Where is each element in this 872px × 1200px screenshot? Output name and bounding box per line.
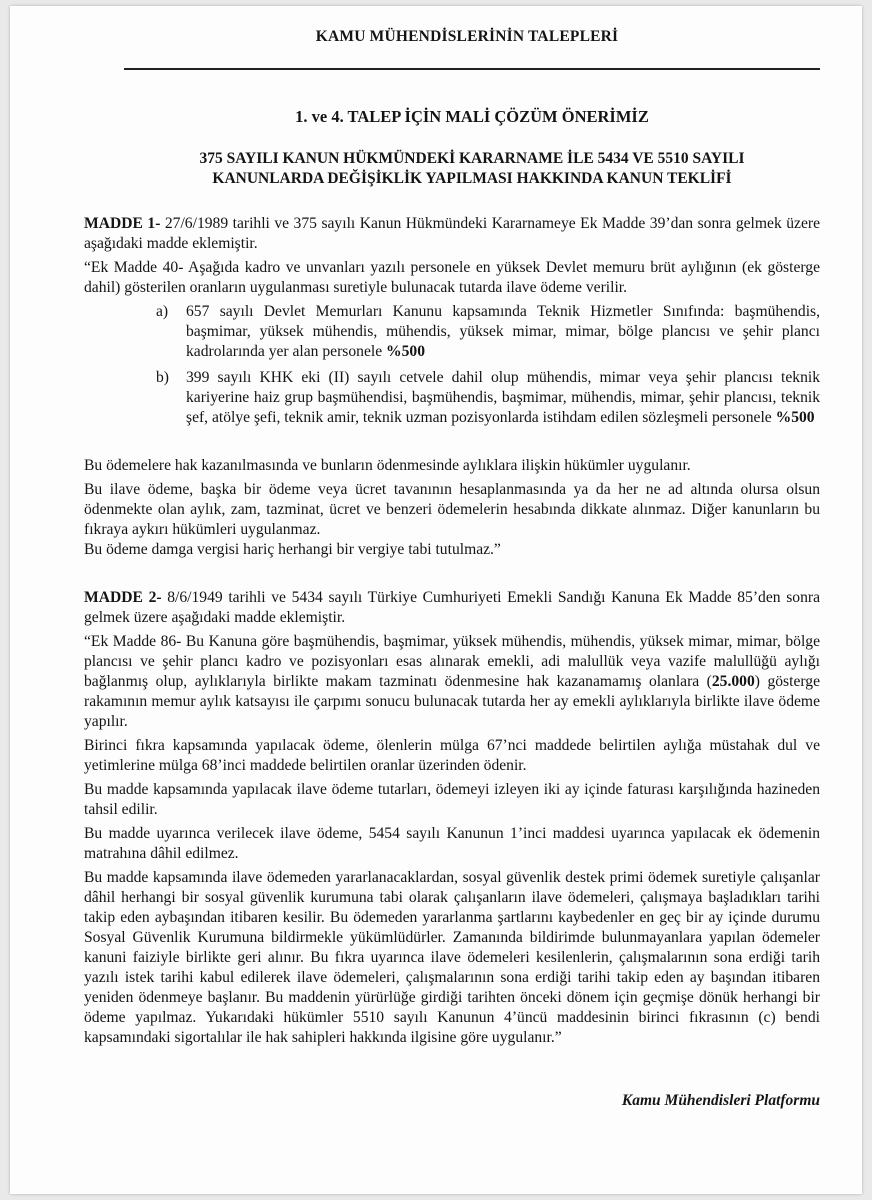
ek-madde-86-indicator: 25.000 xyxy=(711,673,755,690)
madde-2-intro xyxy=(84,588,820,628)
list-item-text xyxy=(186,368,820,428)
header-rule xyxy=(124,68,820,70)
madde-1-paragraph-1: Bu ödemelere hak kazanılmasında ve bunların ödenmesinde aylıklara ilişkin hükümler uygulanır. xyxy=(84,457,691,474)
madde-2-label: MADDE 2- xyxy=(84,589,162,606)
madde-1-paragraph-2: Bu ilave ödeme, başka bir ödeme veya ücret tavanının hesaplanmasında ya da her ne ad altında olursa olsun ödenmekte olan aylık, zam, tazminat, ücret ve benzeri ödemelerin hesabında dikkate alınmaz. Diğer kanunların bu fıkraya aykırı hükümleri uygulanmaz. xyxy=(84,481,820,538)
item-b-rate: %500 xyxy=(775,409,815,426)
section-title: 1. ve 4. TALEP İÇİN MALİ ÇÖZÜM ÖNERİMİZ xyxy=(295,107,649,126)
list-item-label: a) xyxy=(156,303,169,320)
document-page xyxy=(10,6,862,1194)
bill-title-line-1: 375 SAYILI KANUN HÜKMÜNDEKİ KARARNAME İLE 5434 VE 5510 SAYILI xyxy=(199,150,745,167)
list-item-b xyxy=(84,368,820,428)
madde-2-paragraph-3: Bu madde uyarınca verilecek ilave ödeme, 5454 sayılı Kanunun 1’inci maddesi uyarınca yapılacak ek ödemenin matrahına dâhil edilmez. xyxy=(84,825,820,862)
ek-madde-40: “Ek Madde 40- Aşağıda kadro ve unvanları yazılı personele en yüksek Devlet memuru brüt aylığının (ek gösterge dahil) gösterilen oranların uygulanması suretiyle bulunacak tutarda ilave ödeme verilir. xyxy=(84,259,820,296)
document-header: KAMU MÜHENDİSLERİNİN TALEPLERİ xyxy=(315,28,619,45)
bill-title-line-2: KANUNLARDA DEĞİŞİKLİK YAPILMASI HAKKINDA KANUN TEKLİFİ xyxy=(212,170,732,187)
madde-2-paragraph-1: Birinci fıkra kapsamında yapılacak ödeme, ölenlerin mülga 67’nci maddede belirtilen aylığa müstahak dul ve yetimlerine mülga 68’inci maddede belirtilen oranlar üzerinden ödenir. xyxy=(84,737,820,774)
madde-1-intro-text: 27/6/1989 tarihli ve 375 sayılı Kanun Hükmündeki Kararnameye Ek Madde 39’dan sonra gelmek üzere aşağıdaki madde eklemiştir. xyxy=(84,215,820,252)
item-a-rate: %500 xyxy=(386,343,426,360)
madde-2-paragraph-4: Bu madde kapsamında ilave ödemeden yararlanacaklardan, sosyal güvenlik destek primi ödemek suretiyle çalışanlar dâhil herhangi bir sosyal güvenlik kurumuna tabi olarak çalışanların ilave ödemeleri, çalışmaya başladıkları tarihi takip eden aybaşından itibaren kesilir. Bu ödemeden yararlanma şartlarını kaybedenler en geç bir ay içinde durumu Sosyal Güvenlik Kurumuna bildirmekle yükümlüdürler. Zamanında bildirimde bulunmayanlara yapılan ödemeler kanuni faiziyle birlikte geri alınır. Bu fıkra uyarınca ilave ödemeleri kesilenlerin, çalışmalarının sona erdiği tarih yazılı istek tarihi kabul edilerek ilave ödemeleri, çalışmalarının sona erdiği tarihi takip eden ay başından itibaren yeniden ödenmeye başlanır. Bu maddenin yürürlüğe girdiği tarihten önceki dönem için geçmişe dönük herhangi bir ödeme yapılmaz. Yukarıdaki hükümler 5510 sayılı Kanunun 4’üncü maddesinin birinci fıkrasının (c) bendi kapsamındaki sigortalılar ile hak sahipleri hakkında ilgisine göre uygulanır.” xyxy=(84,869,820,1046)
madde-1-intro xyxy=(84,214,820,254)
item-b-text: 399 sayılı KHK eki (II) sayılı cetvele dahil olup mühendis, mimar veya şehir plancısı teknik kariyerine haiz grup başmühendisi, başmühendis, başmimar, mühendis, mimar, şehir plancısı, teknik şef, atölye şefi, teknik amir, teknik uzman pozisyonlarda istihdam edilen sözleşmeli personele xyxy=(186,369,820,426)
bill-title xyxy=(124,149,820,189)
madde-2-intro-text: 8/6/1949 tarihli ve 5434 sayılı Türkiye Cumhuriyeti Emekli Sandığı Kanuna Ek Madde 85’den sonra gelmek üzere aşağıdaki madde eklemiştir. xyxy=(84,589,820,626)
personnel-list xyxy=(84,302,820,428)
madde-1-paragraph-3: Bu ödeme damga vergisi hariç herhangi bir vergiye tabi tutulmaz.” xyxy=(84,541,501,558)
list-item-text xyxy=(186,302,820,362)
ek-madde-86-text-b: ) gösterge rakamının memur aylık katsayısı ile çarpımı sonucu bulunacak tutarda her ay emekli aylıklarıyla birlikte ilave ödeme yapılır. xyxy=(84,673,820,730)
ek-madde-86 xyxy=(84,632,820,732)
ek-madde-86-text-a: “Ek Madde 86- Bu Kanuna göre başmühendis, başmimar, yüksek mühendis, mühendis, yüksek mimar, mimar, bölge plancısı ve şehir plancı kadro ve pozisyonları esas alınarak emekli, adi malullük veya vazife malullüğü aylığı bağlanmış olup, aylıklarıyla birlikte makam tazminatı ödenmesine hak kazanamamış olanlara ( xyxy=(84,633,820,690)
madde-1-label: MADDE 1- xyxy=(84,215,161,232)
item-a-text: 657 sayılı Devlet Memurları Kanunu kapsamında Teknik Hizmetler Sınıfında: başmühendis, başmimar, yüksek mühendis, mühendis, yüksek mimar, mimar, bölge plancısı ve şehir plancı kadrolarında yer alan personele xyxy=(186,303,820,360)
madde-2-paragraph-2: Bu madde kapsamında yapılacak ilave ödeme tutarları, ödemeyi izleyen iki ay içinde faturası karşılığında hazineden tahsil edilir. xyxy=(84,781,820,818)
list-item-label: b) xyxy=(156,369,169,386)
document-content xyxy=(84,28,820,1110)
signature: Kamu Mühendisleri Platformu xyxy=(621,1092,820,1109)
list-item-a xyxy=(84,302,820,362)
